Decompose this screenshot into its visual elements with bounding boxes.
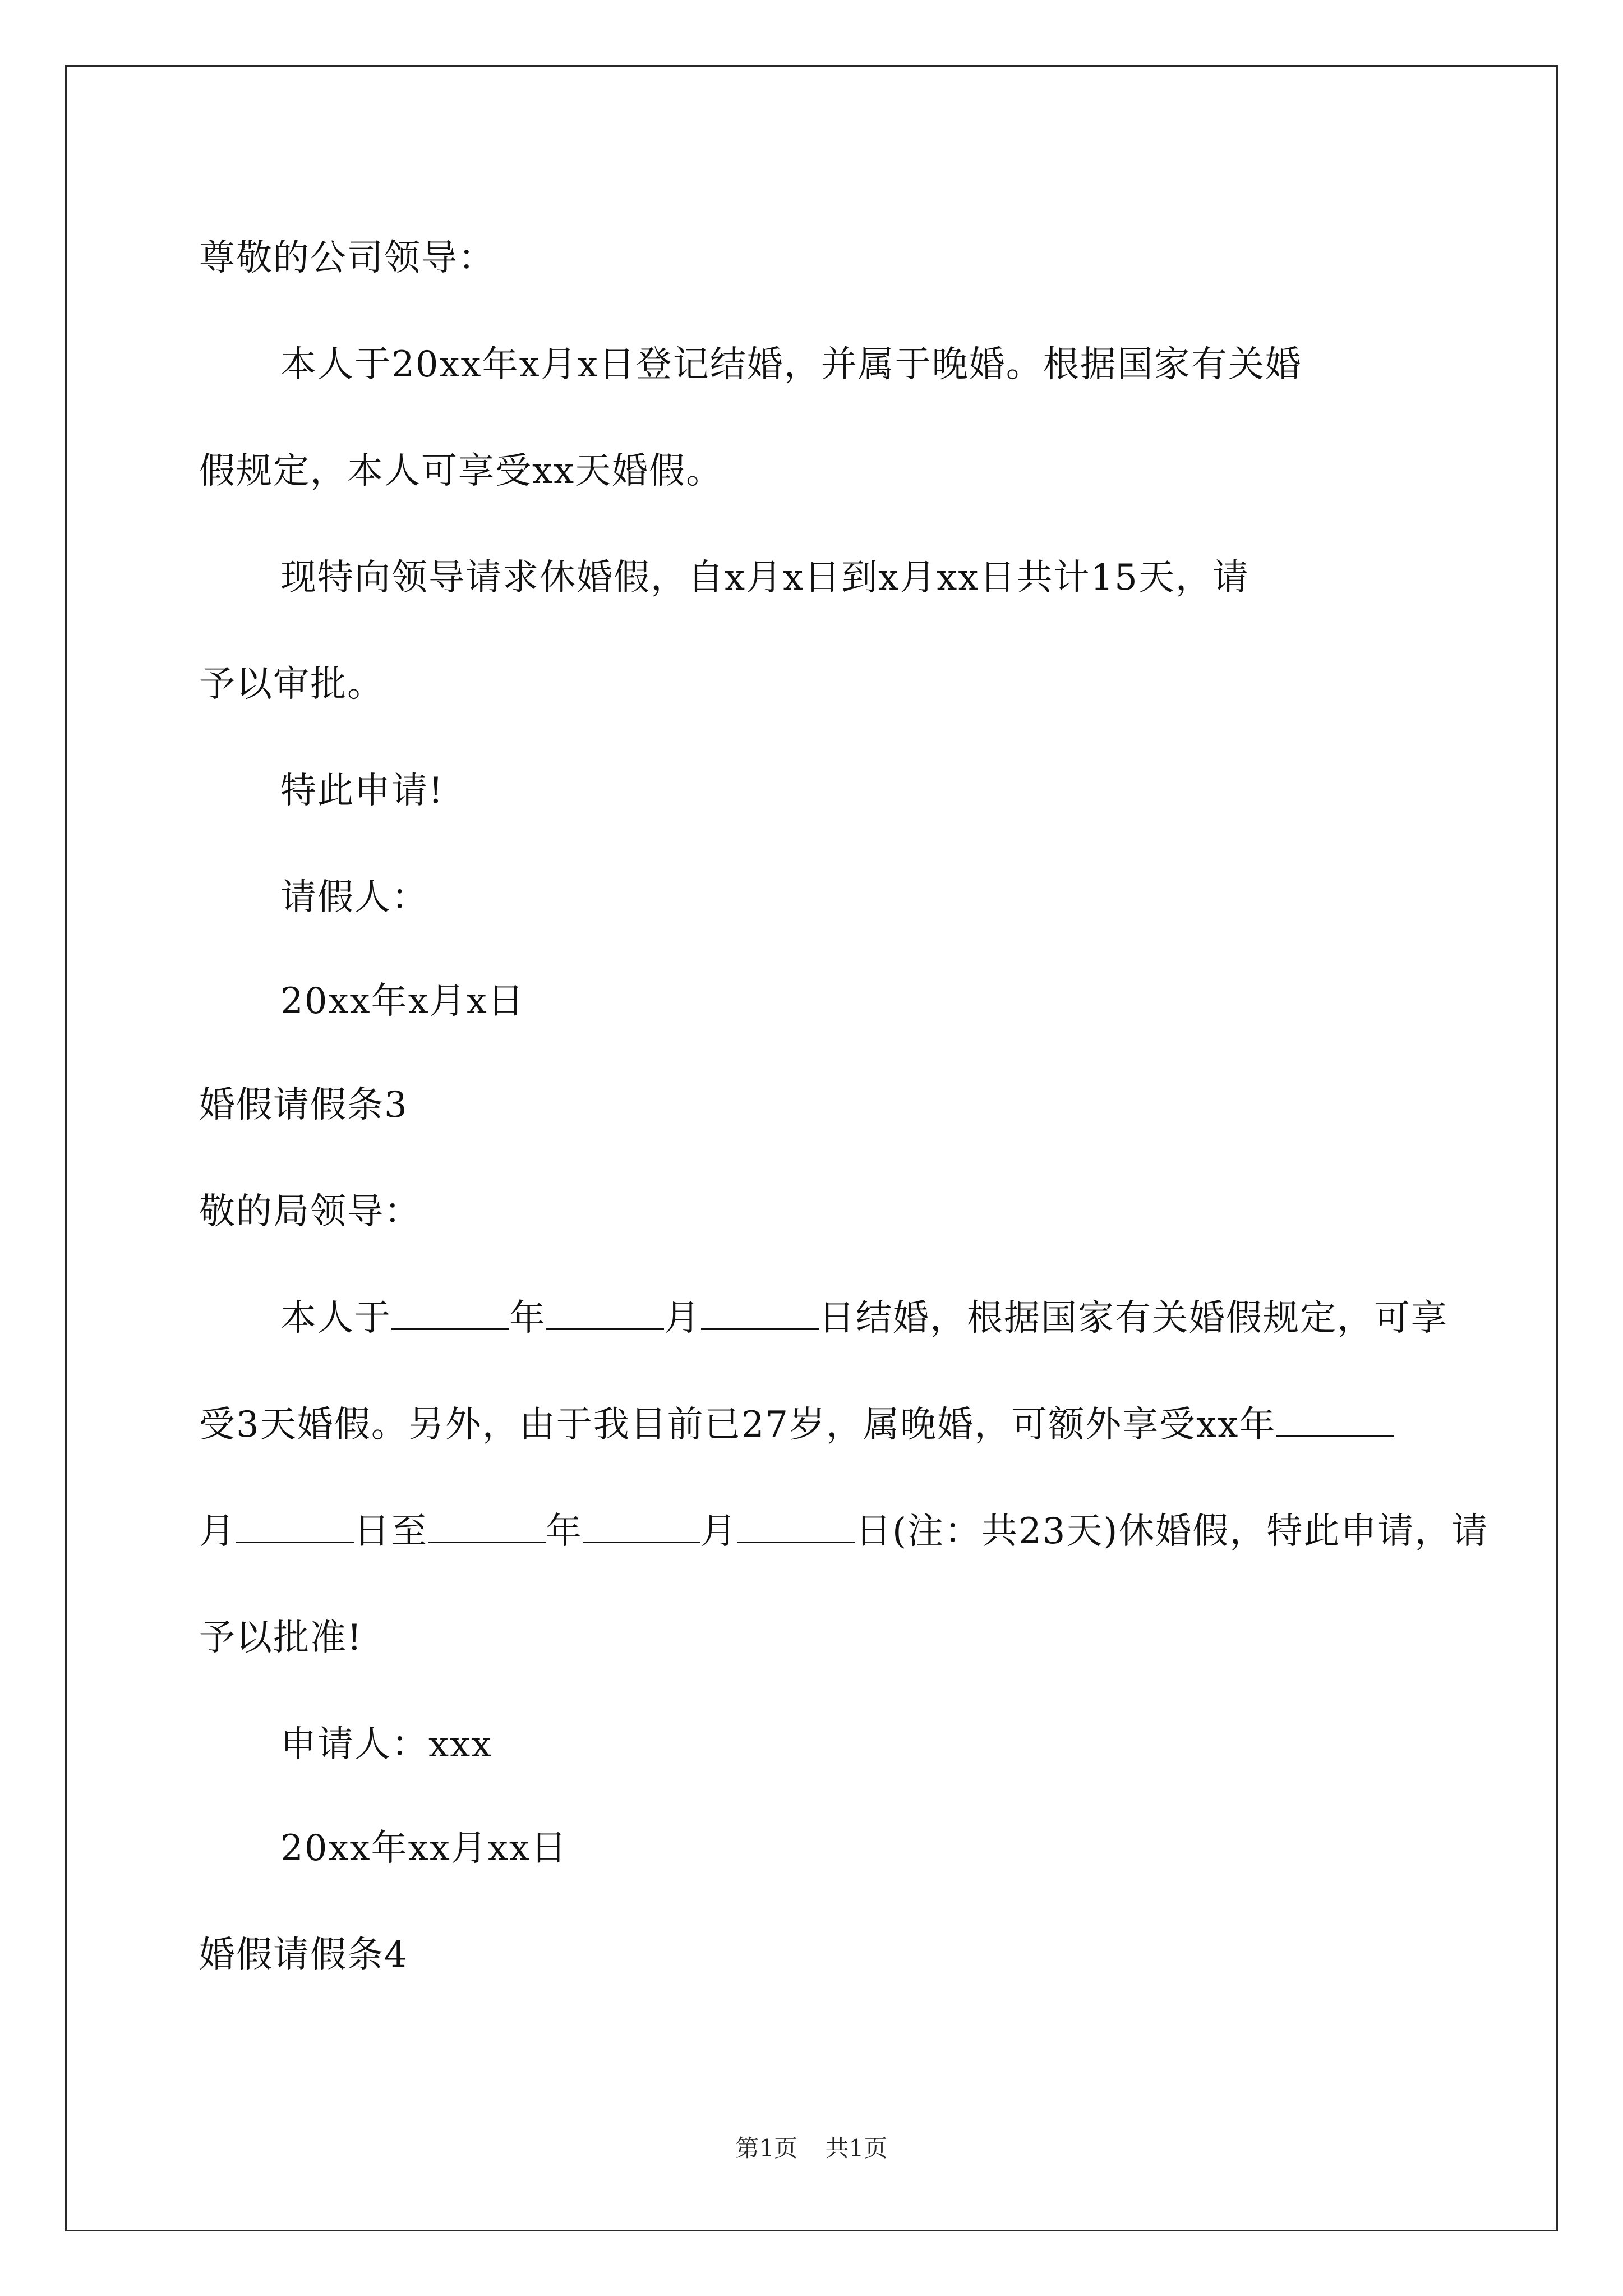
text-segment: 本人于: [280, 1297, 391, 1339]
fill-blank-year-end: [428, 1509, 546, 1543]
text-segment: 月: [664, 1297, 701, 1339]
fill-blank-day: [701, 1296, 819, 1330]
paragraph-3-line-3: [199, 1509, 1489, 1554]
text-segment: 日至: [354, 1511, 428, 1552]
text-segment: 日结婚，根据国家有关婚假规定，可享: [819, 1297, 1448, 1339]
text-segment: 月: [199, 1511, 236, 1552]
section-heading-4: 婚假请假条4: [199, 1934, 408, 1976]
page-footer: [0, 2132, 1623, 2165]
text-segment: 年: [546, 1511, 583, 1552]
closing-text: 特此申请!: [280, 770, 444, 812]
text-segment: 日(注：共23天)休婚假，特此申请，请: [855, 1511, 1489, 1552]
fill-blank-month: [546, 1296, 664, 1330]
paragraph-3-line-4: 予以批准!: [199, 1617, 363, 1659]
fill-blank-day-end: [737, 1509, 855, 1543]
paragraph-2-line-1: 现特向领导请求休婚假，自x月x日到x月xx日共计15天，请: [280, 557, 1249, 599]
fill-blank-year: [391, 1296, 509, 1330]
fill-blank-day-start: [236, 1509, 354, 1543]
applicant-label: 请假人：: [280, 877, 428, 918]
salutation-company: 尊敬的公司领导：: [199, 237, 495, 279]
paragraph-2-line-2: 予以审批。: [199, 664, 384, 705]
fill-blank-month-start: [1276, 1402, 1394, 1437]
page-total: 共1页: [825, 2134, 888, 2162]
salutation-bureau: 敬的局领导：: [199, 1191, 421, 1232]
fill-blank-month-end: [583, 1509, 700, 1543]
section-heading-3: 婚假请假条3: [199, 1084, 408, 1126]
paragraph-3-line-2: [199, 1402, 1433, 1447]
letter-date: 20xx年x月x日: [280, 981, 525, 1022]
text-segment: 年: [509, 1297, 546, 1339]
paragraph-1-line-2: 假规定，本人可享受xx天婚假。: [199, 450, 723, 492]
page-border: [65, 65, 1558, 2231]
page-number: 第1页: [735, 2134, 798, 2162]
paragraph-1-line-1: 本人于20xx年x月x日登记结婚，并属于晚婚。根据国家有关婚: [280, 344, 1302, 385]
text-segment: 受3天婚假。另外，由于我目前已27岁，属晚婚，可额外享受xx年: [199, 1404, 1276, 1446]
text-segment: 月: [700, 1511, 737, 1552]
letter-date-2: 20xx年xx月xx日: [280, 1828, 568, 1869]
applicant-signature: 申请人：xxx: [280, 1724, 493, 1765]
paragraph-3-line-1: [280, 1296, 1514, 1341]
